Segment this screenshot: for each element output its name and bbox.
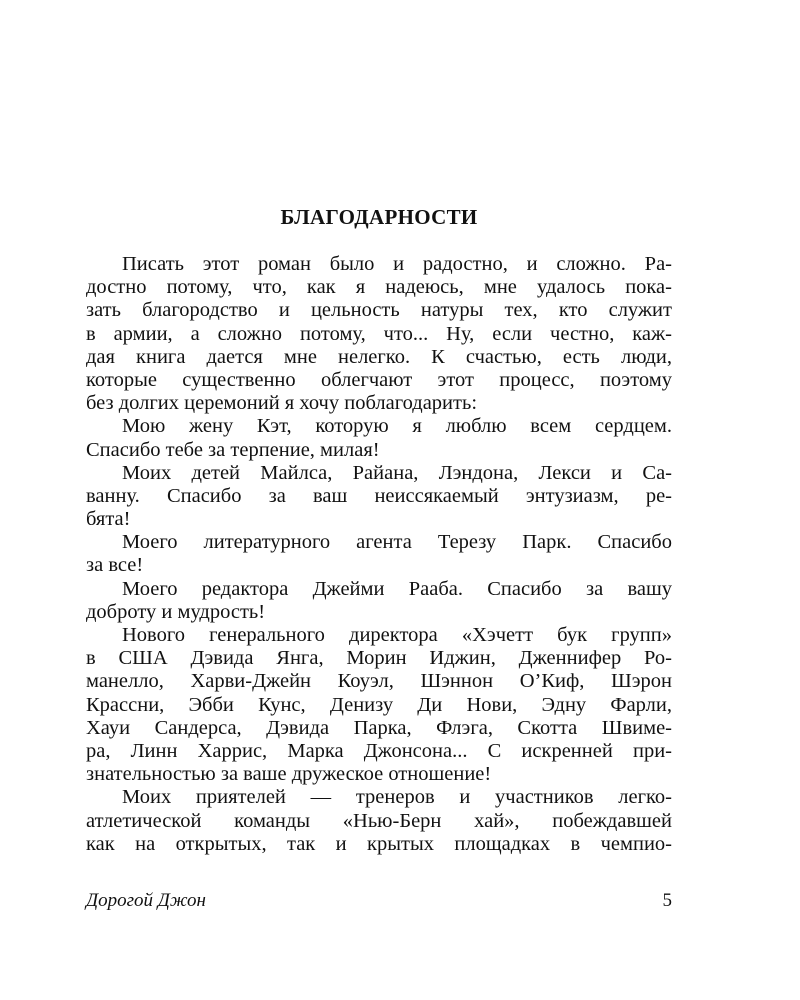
text-line: манелло, Харви-Джейн Коуэл, Шэннон О’Киф, Шэрон: [86, 670, 672, 693]
text-line: ра, Линн Харрис, Марка Джонсона... С искренней при-: [86, 739, 672, 762]
text-line: Моего редактора Джейми Рааба. Спасибо за вашу: [122, 577, 672, 600]
text-line: Моих детей Майлса, Райана, Лэндона, Лекси и Са-: [122, 461, 672, 484]
text-line: Нового генерального директора «Хэчетт бук групп»: [122, 624, 672, 646]
text-line: достно потому, что, как я надеюсь, мне удалось пока-: [86, 276, 672, 299]
running-footer-title: Дорогой Джон: [86, 890, 206, 911]
text-line: ванну. Спасибо за ваш неиссякаемый энтузиазм, ре-: [86, 484, 672, 507]
text-line: Спасибо тебе за терпение, милая!: [86, 438, 380, 461]
text-line: Моего литературного агента Терезу Парк. Спасибо: [122, 531, 672, 554]
text-line: как на открытых, так и крытых площадках в чемпио-: [86, 832, 672, 855]
book-page: [86, 0, 672, 1000]
text-line: бята!: [86, 508, 131, 531]
text-line: Крассни, Эбби Кунс, Денизу Ди Нови, Эдну Фарли,: [86, 693, 672, 716]
text-line: атлетической команды «Нью-Берн хай», побеждавшей: [86, 809, 672, 832]
text-line: Писать этот роман было и радостно, и сложно. Ра-: [122, 253, 672, 275]
text-line: Хауи Сандерса, Дэвида Парка, Флэга, Скотта Швиме-: [86, 716, 672, 739]
page-number: 5: [662, 890, 672, 911]
text-line: которые существенно облегчают этот процесс, поэтому: [86, 368, 672, 391]
text-line: Моих приятелей — тренеров и участников легко-: [122, 786, 672, 809]
text-line: дая книга дается мне нелегко. К счастью, есть люди,: [86, 345, 672, 368]
text-line: знательностью за ваше дружеское отношение!: [86, 763, 492, 786]
text-line: доброту и мудрость!: [86, 600, 266, 623]
text-line: в армии, а сложно потому, что... Ну, если честно, каж-: [86, 322, 672, 345]
text-line: Мою жену Кэт, которую я люблю всем сердцем.: [122, 415, 672, 438]
text-line: без долгих церемоний я хочу поблагодарить:: [86, 392, 478, 415]
page-title: БЛАГОДАРНОСТИ: [280, 205, 478, 229]
text-line: зать благородство и цельность натуры тех, кто служит: [86, 299, 672, 322]
text-line: в США Дэвида Янга, Морин Иджин, Дженнифер Ро-: [86, 647, 672, 670]
body-text: [86, 253, 672, 856]
text-line: за все!: [86, 554, 144, 577]
